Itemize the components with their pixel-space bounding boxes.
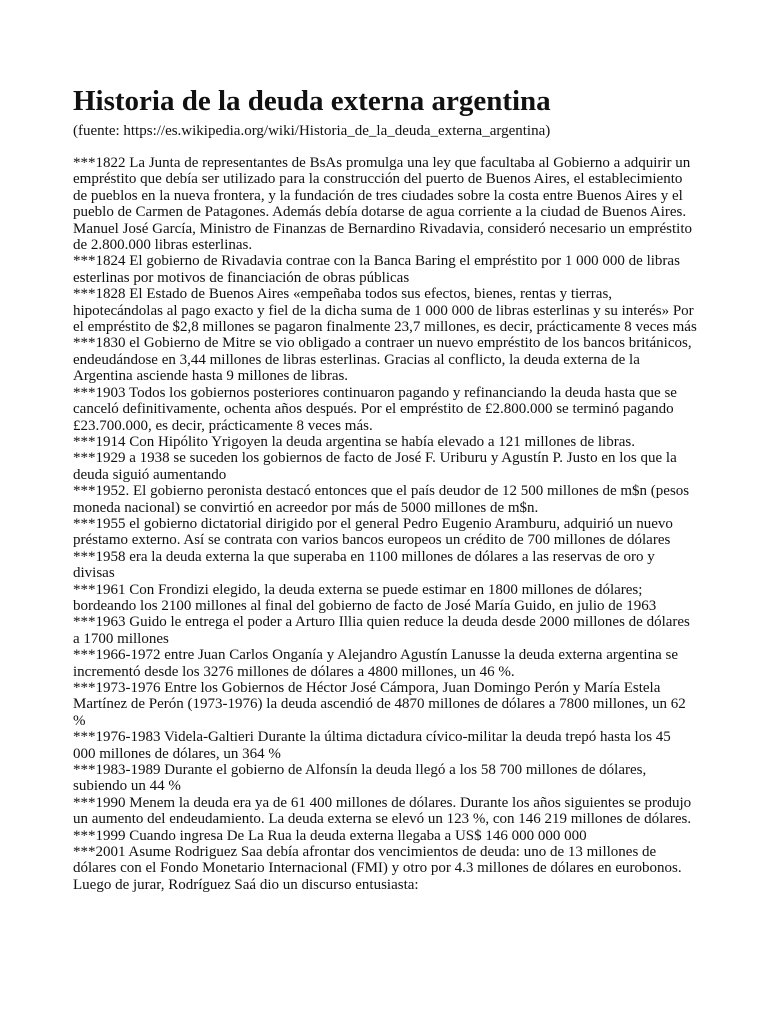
timeline-entry: ***1961 Con Frondizi elegido, la deuda externa se puede estimar en 1800 millones de dólares; bordeando los 2100 millones al final del gobierno de facto de José María Guido, en julio de 1963 bbox=[73, 581, 657, 614]
timeline-entry: ***1914 Con Hipólito Yrigoyen la deuda argentina se había elevado a 121 millones de libras. bbox=[73, 433, 635, 450]
timeline-entry: ***1963 Guido le entrega el poder a Arturo Illia quien reduce la deuda desde 2000 millones de dólares a 1700 millones bbox=[73, 614, 690, 647]
timeline-entry: ***1955 el gobierno dictatorial dirigido por el general Pedro Eugenio Aramburu, adquirió un nuevo préstamo externo. Así se contrata con varios bancos europeos un crédito de 700 millones de dólares bbox=[73, 515, 673, 549]
timeline-entry: ***1990 Menem la deuda era ya de 61 400 millones de dólares. Durante los años siguientes se produjo un aumento del endeudamiento. La deuda externa se elevó un 123 %, con 146 219 millones de dólares. bbox=[73, 794, 692, 828]
timeline-entry: ***1966-1972 entre Juan Carlos Onganía y Alejandro Agustín Lanusse la deuda externa argentina se incrementó desde los 3276 millones de dólares a 4800 millones, un 46 %. bbox=[73, 647, 678, 680]
timeline-entry: ***2001 Asume Rodriguez Saa debía afrontar dos vencimientos de deuda: uno de 13 millones de dólares con el Fondo Monetario Internacional (FMI) y otro por 4.3 millones de dólares en eurobonos. Luego de jurar, Rodríguez Saá dio un discurso entusiasta: bbox=[73, 844, 682, 893]
timeline-entry: ***1999 Cuando ingresa De La Rua la deuda externa llegaba a US$ 146 000 000 000 bbox=[73, 827, 587, 844]
timeline-entry: ***1824 El gobierno de Rivadavia contrae con la Banca Baring el empréstito por 1 000 000 de libras esterlinas por motivos de financiación de obras públicas bbox=[73, 253, 680, 286]
timeline-entry: ***1929 a 1938 se suceden los gobiernos de facto de José F. Uriburu y Agustín P. Justo en los que la deuda siguió aumentando bbox=[73, 450, 677, 483]
timeline-entry: ***1958 era la deuda externa la que superaba en 1100 millones de dólares a las reservas de oro y divisas bbox=[73, 548, 655, 582]
timeline-entry: ***1952. El gobierno peronista destacó entonces que el país deudor de 12 500 millones de m$n (pesos moneda nacional) se convirtió en acreedor por más de 5000 millones de m$n. bbox=[73, 483, 690, 516]
timeline-entry: ***1822 La Junta de representantes de BsAs promulga una ley que facultaba al Gobierno a adquirir un empréstito que debía ser utilizado para la construcción del puerto de Buenos Aires, el establecimiento de pueblos en la nueva frontera, y la fundación de tres ciudades sobre la costa entre Buenos Aires y el pueblo de Carmen de Patagones. Además debía dotarse de agua corriente a la ciudad de Buenos Aires. Manuel José García, Ministro de Finanzas de Bernardino Rivadavia, consideró necesario un empréstito de 2.800.000 libras esterlinas. bbox=[73, 155, 692, 254]
document-page bbox=[73, 82, 697, 893]
document-title: Historia de la deuda externa argentina bbox=[73, 85, 551, 117]
timeline-entries bbox=[73, 155, 697, 893]
timeline-entry: ***1828 El Estado de Buenos Aires «empeñaba todos sus efectos, bienes, rentas y tierras, hipotecándolas al pago exacto y fiel de la dicha suma de 1 000 000 de libras esterlinas y su interés» Por el empréstito de $2,8 millones se pagaron finalmente 23,7 millones, es decir, prácticamente 8 veces más bbox=[73, 286, 697, 336]
timeline-entry: ***1903 Todos los gobiernos posteriores continuaron pagando y refinanciando la deuda hasta que se canceló definitivamente, ochenta años después. Por el empréstito de £2.800.000 se terminó pagando £23.700.000, es decir, prácticamente 8 veces más. bbox=[73, 384, 677, 434]
spacer bbox=[73, 139, 697, 155]
timeline-entry: ***1830 el Gobierno de Mitre se vio obligado a contraer un nuevo empréstito de los bancos británicos, endeudándose en 3,44 millones de libras esterlinas. Gracias al conflicto, la deuda externa de la Argentina asciende hasta 9 millones de libras. bbox=[73, 335, 692, 385]
timeline-entry: ***1973-1976 Entre los Gobiernos de Héctor José Cámpora, Juan Domingo Perón y María Estela Martínez de Perón (1973-1976) la deuda ascendió de 4870 millones de dólares a 7800 millones, un 62 % bbox=[73, 680, 686, 729]
timeline-entry: ***1976-1983 Videla-Galtieri Durante la última dictadura cívico-militar la deuda trepó hasta los 45 000 millones de dólares, un 364 % bbox=[73, 729, 671, 762]
timeline-entry: ***1983-1989 Durante el gobierno de Alfonsín la deuda llegó a los 58 700 millones de dólares, subiendo un 44 % bbox=[73, 762, 647, 795]
source-citation: (fuente: https://es.wikipedia.org/wiki/Historia_de_la_deuda_externa_argentina) bbox=[73, 123, 551, 139]
